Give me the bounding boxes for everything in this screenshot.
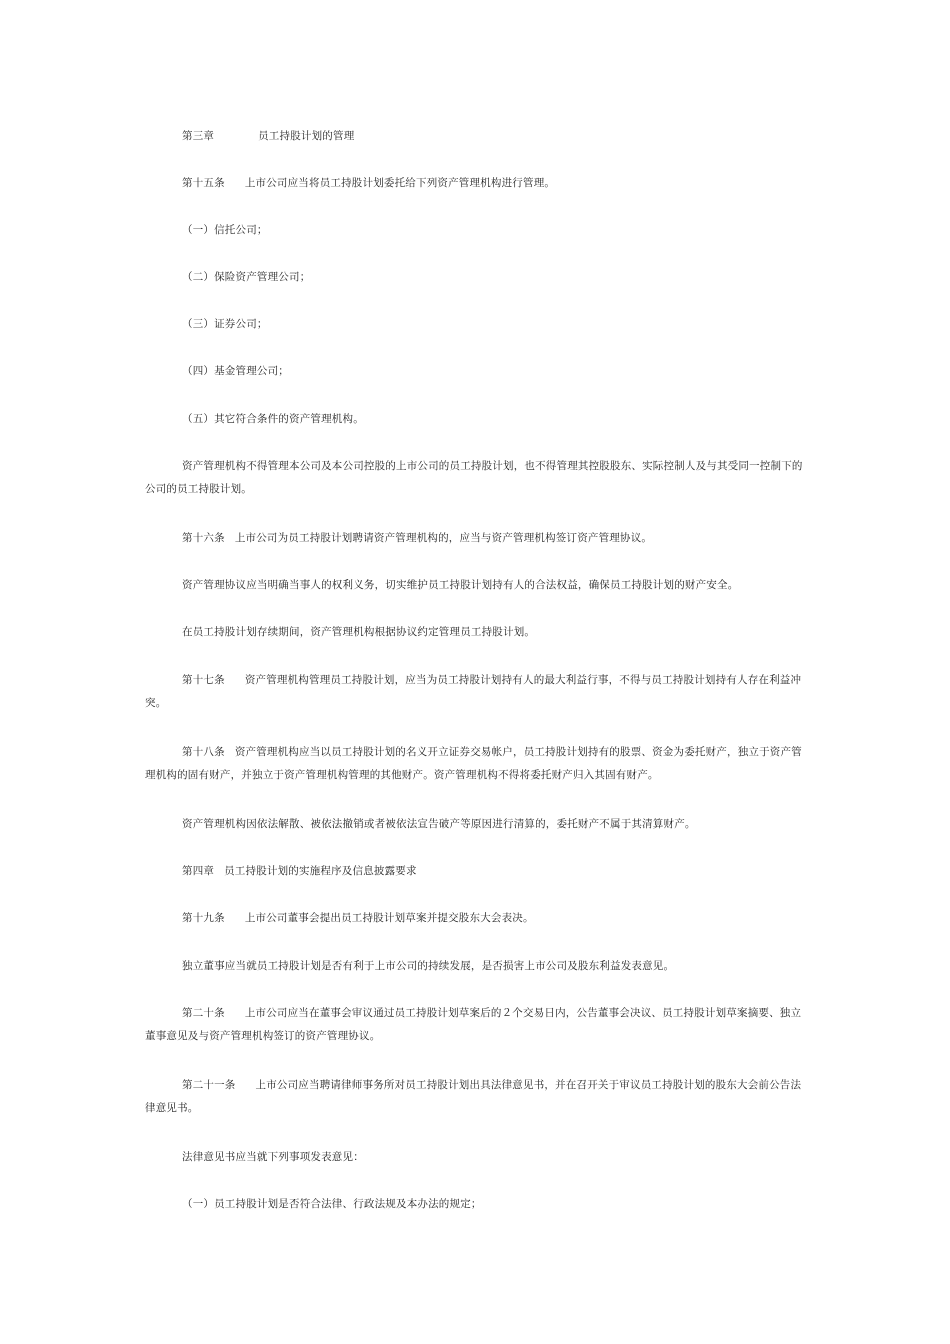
chapter-number: 第四章	[182, 865, 215, 877]
chapter-4-heading	[145, 860, 810, 883]
chapter-title: 员工持股计划的管理	[258, 130, 355, 142]
article-21	[145, 1074, 810, 1120]
list-item-4: （四）基金管理公司；	[182, 365, 289, 377]
article-text: 资产管理机构应当以员工持股计划的名义开立证券交易帐户，员工持股计划持有的股票、资金为委托财产，独立于资产管理机构的固有财产，并独立于资产管理机构管理的其他财产。资产管理机构不得将委托财产归入其固有财产。	[145, 746, 802, 781]
list-item-3: （三）证券公司；	[182, 318, 268, 330]
article-text: 上市公司应当将员工持股计划委托给下列资产管理机构进行管理。	[244, 177, 556, 189]
list-item-2: （二）保险资产管理公司；	[182, 271, 311, 283]
article-text: 上市公司应当聘请律师事务所对员工持股计划出具法律意见书，并在召开关于审议员工持股计划的股东大会前公告法律意见书。	[145, 1079, 802, 1114]
article-number: 第十八条	[182, 746, 225, 758]
article-text: 上市公司应当在董事会审议通过员工持股计划草案后的２个交易日内，公告董事会决议、员工持股计划草案摘要、独立董事意见及与资产管理机构签订的资产管理协议。	[145, 1007, 802, 1042]
chapter-3-heading	[145, 125, 810, 148]
article-18	[145, 741, 810, 787]
article-text: 资产管理机构管理员工持股计划，应当为员工持股计划持有人的最大利益行事，不得与员工持股计划持有人存在利益冲突。	[145, 674, 802, 709]
list-item-legal-1: （一）员工持股计划是否符合法律、行政法规及本办法的规定；	[182, 1198, 482, 1210]
article-16	[145, 527, 810, 550]
paragraph-duration: 在员工持股计划存续期间，资产管理机构根据协议约定管理员工持股计划。	[182, 626, 536, 638]
article-19	[145, 907, 810, 930]
list-item-5: （五）其它符合条件的资产管理机构。	[182, 413, 364, 425]
article-number: 第二十一条	[182, 1079, 236, 1091]
article-number: 第十七条	[182, 674, 225, 686]
article-17	[145, 669, 810, 715]
paragraph-legal-opinion: 法律意见书应当就下列事项发表意见：	[182, 1151, 364, 1163]
article-20	[145, 1002, 810, 1048]
chapter-title: 员工持股计划的实施程序及信息披露要求	[224, 865, 417, 877]
paragraph-independent-directors: 独立董事应当就员工持股计划是否有利于上市公司的持续发展，是否损害上市公司及股东利益发表意见。	[182, 960, 675, 972]
chapter-number: 第三章	[182, 130, 215, 142]
article-number: 第十九条	[182, 912, 225, 924]
article-text: 上市公司为员工持股计划聘请资产管理机构的，应当与资产管理机构签订资产管理协议。	[234, 532, 653, 544]
article-number: 第十五条	[182, 177, 225, 189]
article-15	[145, 172, 810, 195]
paragraph-agreement: 资产管理协议应当明确当事人的权利义务，切实维护员工持股计划持有人的合法权益，确保员工持股计划的财产安全。	[182, 579, 739, 591]
article-number: 第十六条	[182, 532, 225, 544]
article-number: 第二十条	[182, 1007, 225, 1019]
list-item-1: （一）信托公司；	[182, 224, 268, 236]
paragraph-liquidation: 资产管理机构因依法解散、被依法撤销或者被依法宣告破产等原因进行清算的，委托财产不属于其清算财产。	[182, 818, 696, 830]
paragraph-restriction: 资产管理机构不得管理本公司及本公司控股的上市公司的员工持股计划，也不得管理其控股股东、实际控制人及与其受同一控制下的公司的员工持股计划。	[145, 460, 803, 495]
article-text: 上市公司董事会提出员工持股计划草案并提交股东大会表决。	[244, 912, 534, 924]
